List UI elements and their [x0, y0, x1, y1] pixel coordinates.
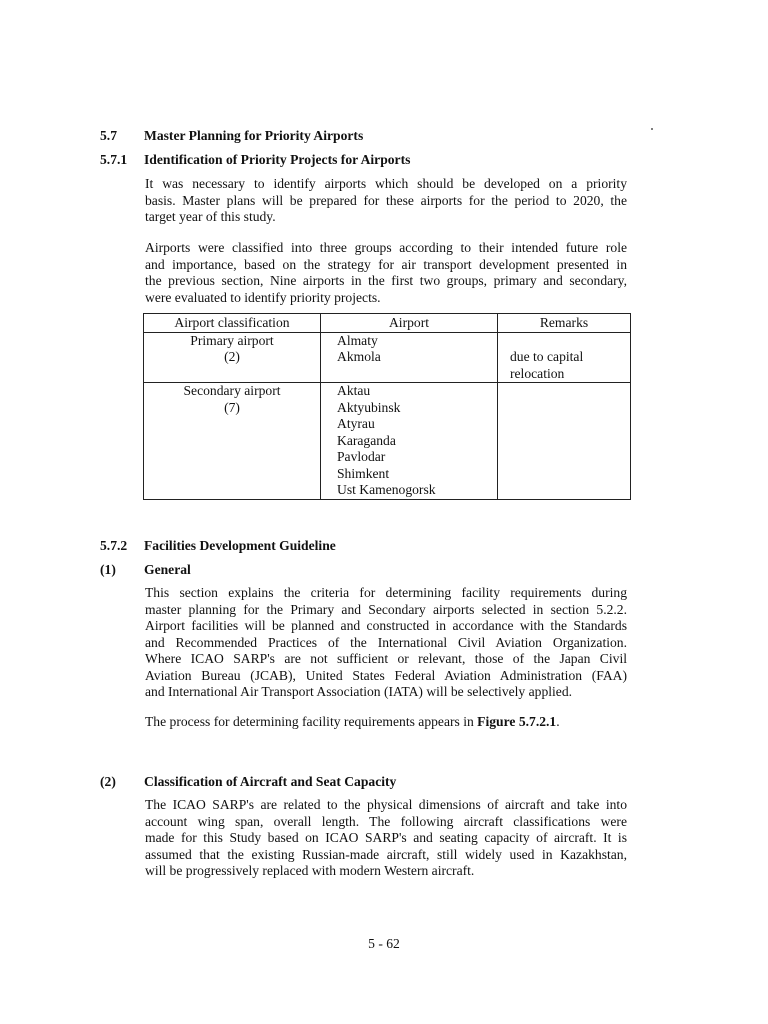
subsection-number: (2): [100, 774, 116, 789]
text-line: account wing span, overall length. The following aircraft classifications were: [145, 813, 627, 829]
section-title: Facilities Development Guideline: [144, 538, 336, 553]
section-number: 5.7.1: [100, 152, 128, 167]
paragraph-airport-groups: [145, 240, 627, 306]
text-line: assumed that the existing Russian-made aircraft, still widely used in Kazakhstan,: [145, 846, 627, 862]
subsection-title: General: [144, 562, 191, 577]
text-line: target year of this study.: [145, 209, 276, 224]
airport-name: Aktau: [337, 383, 371, 398]
subsection-title: Classification of Aircraft and Seat Capacity: [144, 774, 397, 789]
classification-label: Primary airport: [190, 332, 274, 348]
airport-cell: [321, 383, 498, 500]
paragraph-facility-criteria: [145, 585, 627, 701]
paragraph-aircraft-classification: [145, 797, 627, 880]
classification-label: Secondary airport: [183, 383, 281, 398]
text-line: will be progressively replaced with modern Western aircraft.: [145, 863, 475, 878]
text-run: .: [556, 714, 560, 729]
airport-name: Shimkent: [337, 465, 390, 481]
airport-name: Karaganda: [337, 432, 396, 448]
text-line: master planning for the Primary and Secondary airports selected in section 5.2.2.: [145, 601, 627, 617]
airport-name: Atyrau: [337, 416, 375, 431]
text-line: The ICAO SARP's are related to the physical dimensions of aircraft and take into: [145, 797, 627, 812]
remarks-cell: [498, 332, 631, 383]
airport-classification-table: [143, 313, 631, 500]
classification-count: (2): [224, 349, 240, 364]
text-line: Where ICAO SARP's are not sufficient or relevant, those of the Japan Civil: [145, 651, 627, 666]
remark-text: relocation: [510, 365, 565, 381]
text-line: and importance, based on the strategy for air transport development presented in: [145, 256, 627, 272]
text-run: The process for determining facility requirements appears in: [145, 714, 478, 729]
section-number: 5.7: [100, 128, 117, 143]
paragraph-priority-basis: [145, 176, 627, 226]
header-airport: Airport: [321, 314, 498, 333]
remark-text: due to capital: [510, 349, 584, 364]
section-title: Identification of Priority Projects for Airports: [144, 152, 411, 167]
airport-cell: [321, 332, 498, 383]
table-row-primary: [144, 332, 631, 383]
section-title: Master Planning for Priority Airports: [144, 128, 364, 143]
classification-cell: [144, 332, 321, 383]
text-line: and Recommended Practices of the International Civil Aviation Organization.: [145, 634, 627, 650]
text-line: Aviation Bureau (JCAB), United States Federal Aviation Administration (FAA): [145, 667, 627, 683]
text-line: the previous section, Nine airports in the first two groups, primary and secondary,: [145, 273, 627, 288]
airport-name: Aktyubinsk: [337, 399, 401, 415]
table-row-secondary: [144, 383, 631, 500]
figure-reference: Figure 5.7.2.1: [477, 714, 557, 729]
paragraph-process-reference: [145, 714, 627, 731]
text-line: [145, 714, 627, 731]
airport-name: Akmola: [337, 349, 381, 364]
text-line: basis. Master plans will be prepared for these airports for the period to 2020, the: [145, 192, 627, 208]
classification-count: (7): [224, 399, 240, 415]
remarks-cell: [498, 383, 631, 500]
text-line: It was necessary to identify airports which should be developed on a priority: [145, 176, 627, 191]
section-number: 5.7.2: [100, 538, 128, 553]
airport-name: Almaty: [337, 332, 378, 348]
airport-name: Pavlodar: [337, 449, 386, 464]
text-line: Airports were classified into three groups according to their intended future role: [145, 240, 627, 255]
airport-name: Ust Kamenogorsk: [337, 482, 436, 497]
scan-speck: [651, 128, 653, 130]
subsection-number: (1): [100, 562, 116, 577]
header-remarks: Remarks: [498, 314, 631, 333]
text-line: made for this Study based on ICAO SARP's and seating capacity of aircraft. It is: [145, 830, 627, 845]
text-line: Airport facilities will be planned and constructed in accordance with the Standards: [145, 618, 627, 633]
table-header-row: [144, 314, 631, 333]
text-line: and International Air Transport Association (IATA) will be selectively applied.: [145, 684, 573, 699]
text-line: This section explains the criteria for determining facility requirements during: [145, 585, 627, 600]
page-number: 5 - 62: [368, 936, 400, 951]
text-line: were evaluated to identify priority projects.: [145, 289, 381, 305]
header-classification: Airport classification: [144, 314, 321, 333]
classification-cell: [144, 383, 321, 500]
